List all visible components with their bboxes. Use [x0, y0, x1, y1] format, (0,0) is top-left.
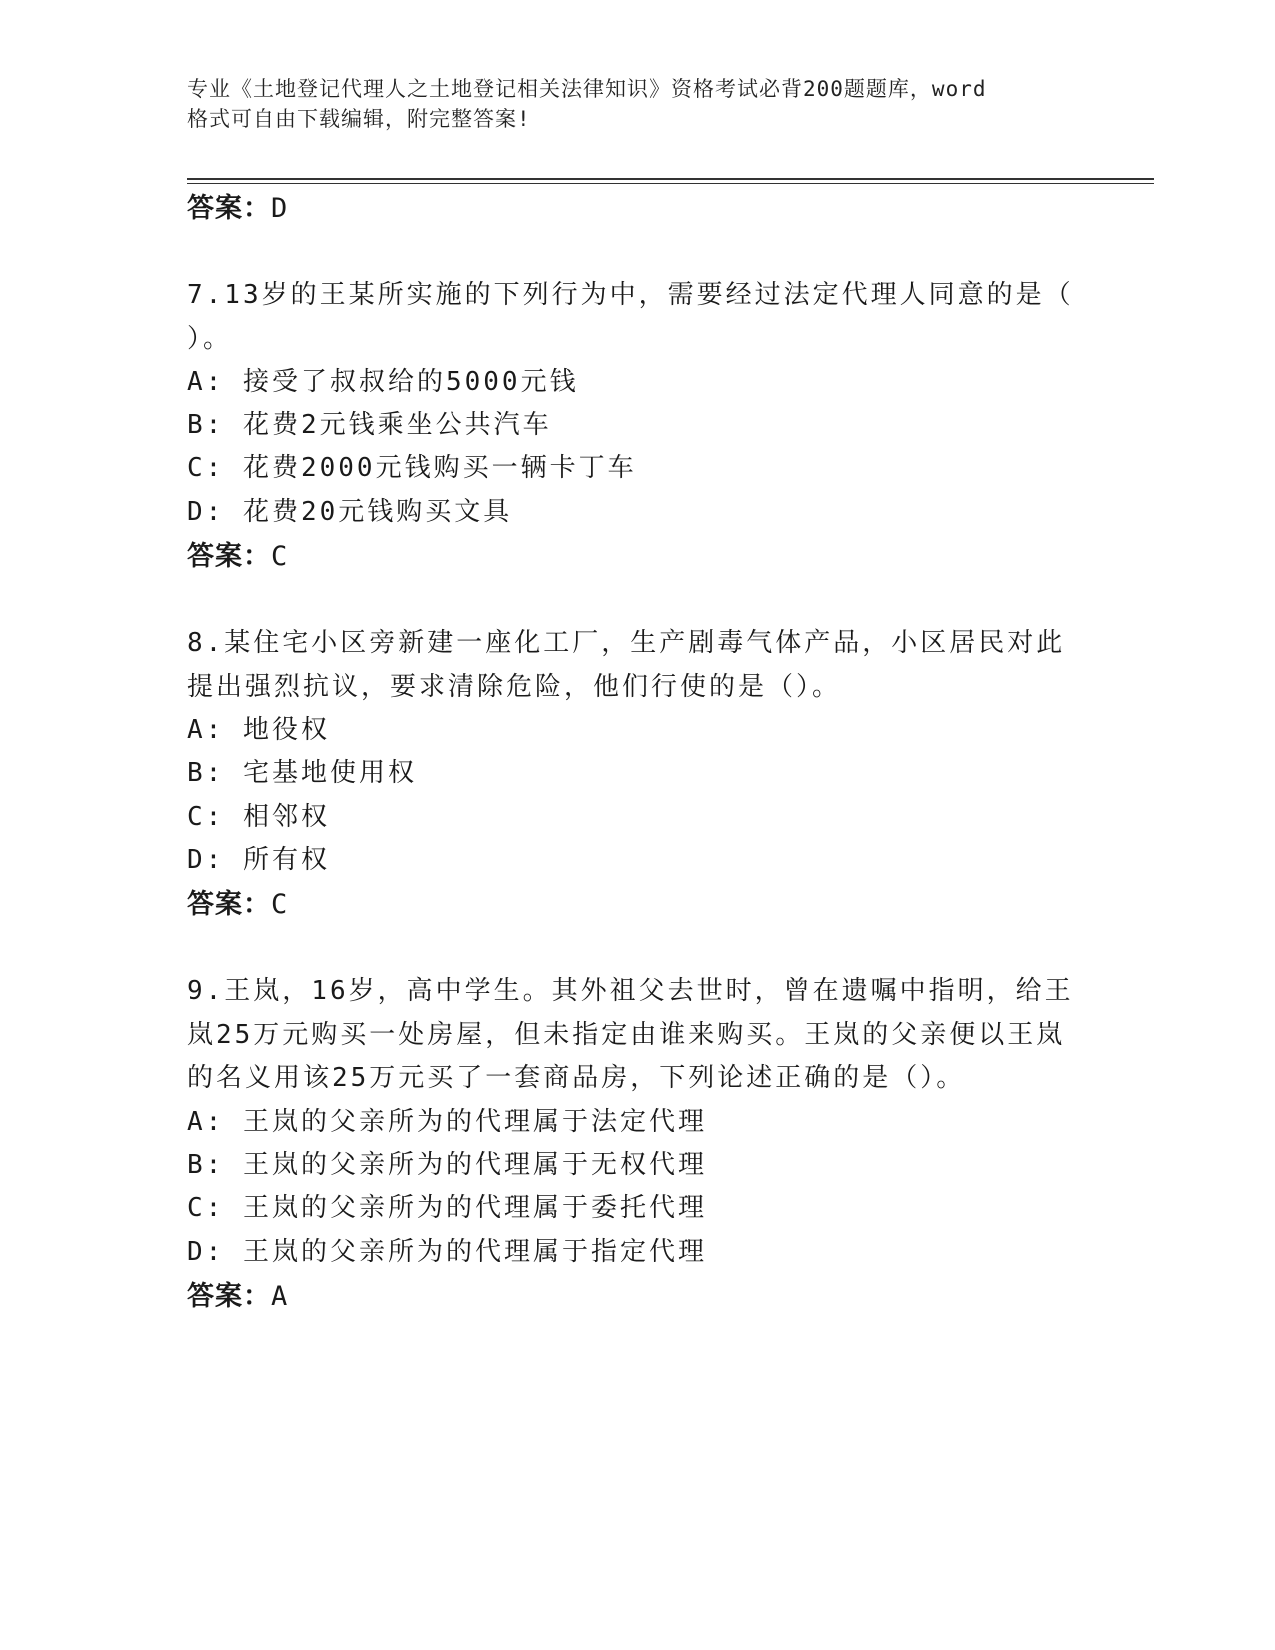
question-9-option-c: C: 王岚的父亲所为的代理属于委托代理 [187, 1193, 707, 1223]
answer-label: 答案： [187, 889, 271, 920]
question-8-stem-line-1: 8.某住宅小区旁新建一座化工厂，生产剧毒气体产品，小区居民对此 [187, 628, 1066, 658]
question-7-option-c: C: 花费2000元钱购买一辆卡丁车 [187, 453, 637, 483]
question-8-option-a: A: 地役权 [187, 715, 330, 745]
answer-value: D [271, 193, 289, 224]
answer-label: 答案： [187, 193, 271, 224]
question-9-option-d: D: 王岚的父亲所为的代理属于指定代理 [187, 1237, 707, 1267]
question-8-option-c: C: 相邻权 [187, 802, 330, 832]
header-line-2: 格式可自由下载编辑，附完整答案! [187, 107, 531, 131]
question-7-answer [187, 534, 288, 573]
question-9-stem-line-3: 的名义用该25万元买了一套商品房，下列论述正确的是（）。 [187, 1063, 966, 1093]
header-divider-thin [187, 183, 1154, 184]
question-8-answer [187, 882, 288, 921]
answer-line-prev [187, 186, 288, 225]
question-8-option-d: D: 所有权 [187, 845, 330, 875]
header-divider-thick [187, 178, 1154, 180]
question-9-option-b: B: 王岚的父亲所为的代理属于无权代理 [187, 1150, 707, 1180]
question-9-stem-line-2: 岚25万元购买一处房屋，但未指定由谁来购买。王岚的父亲便以王岚 [187, 1020, 1066, 1050]
answer-label: 答案： [187, 1281, 271, 1312]
answer-label: 答案： [187, 541, 271, 572]
question-7-option-a: A: 接受了叔叔给的5000元钱 [187, 367, 579, 397]
question-7-stem-line-2: ）。 [187, 324, 233, 354]
question-9-option-a: A: 王岚的父亲所为的代理属于法定代理 [187, 1107, 707, 1137]
question-8-stem-line-2: 提出强烈抗议，要求清除危险，他们行使的是（）。 [187, 672, 842, 702]
question-7-option-b: B: 花费2元钱乘坐公共汽车 [187, 410, 552, 440]
question-7-stem-line-1: 7.13岁的王某所实施的下列行为中，需要经过法定代理人同意的是（ [187, 280, 1074, 310]
answer-value: C [271, 889, 289, 920]
question-9-stem-line-1: 9.王岚，16岁，高中学生。其外祖父去世时，曾在遗嘱中指明，给王 [187, 976, 1074, 1006]
answer-value: C [271, 541, 289, 572]
document-header [187, 74, 1087, 134]
question-7-option-d: D: 花费20元钱购买文具 [187, 497, 513, 527]
header-line-1: 专业《土地登记代理人之土地登记相关法律知识》资格考试必背200题题库，word [187, 77, 987, 101]
question-9-answer [187, 1274, 288, 1313]
question-8-option-b: B: 宅基地使用权 [187, 758, 417, 788]
answer-value: A [271, 1281, 289, 1312]
